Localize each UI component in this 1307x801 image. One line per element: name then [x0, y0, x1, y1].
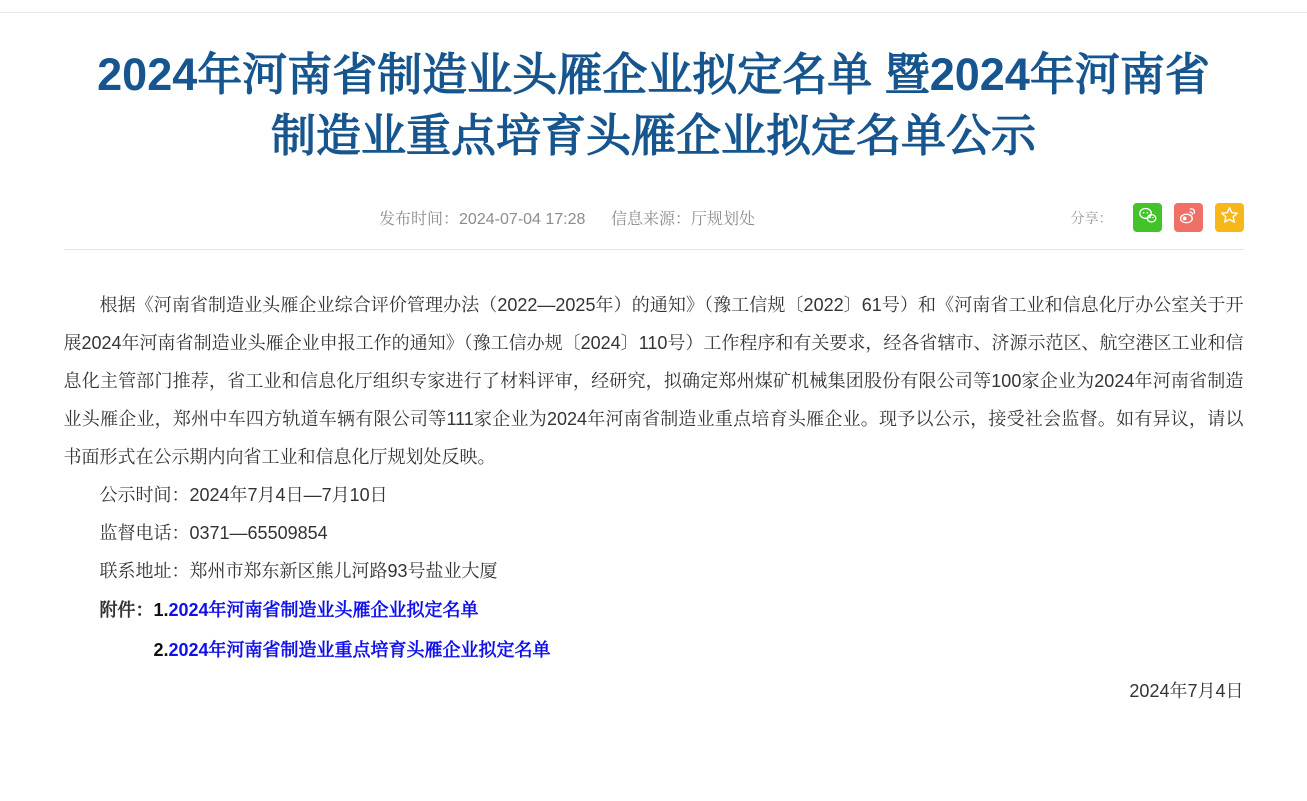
wechat-icon — [1137, 205, 1158, 231]
article-page — [64, 45, 1244, 790]
announcement-paragraph: 根据《河南省制造业头雁企业综合评价管理办法（2022—2025年）的通知》（豫工信规〔2022〕61号）和《河南省工业和信息化厅办公室关于开展2024年河南省制造业头雁企业申报工作的通知》（豫工信办规〔2024〕110号）工作程序和有关要求，经各省辖市、济源示范区、航空港区工业和信息化主管部门推荐，省工业和信息化厅组织专家进行了材料评审，经研究，拟确定郑州煤矿机械集团股份有限公司等100家企业为2024年河南省制造业头雁企业，郑州中车四方轨道车辆有限公司等111家企业为2024年河南省制造业重点培育头雁企业。现予以公示，接受社会监督。如有异议，请以书面形式在公示期内向省工业和信息化厅规划处反映。 — [63, 294, 1244, 467]
supervision-phone-line — [64, 514, 1244, 552]
attachment-link-2[interactable]: 2024年河南省制造业重点培育头雁企业拟定名单 — [168, 639, 551, 660]
attachment-line-2 — [64, 630, 1244, 670]
notice-period-value: 2024年7月4日—7月10日 — [189, 484, 388, 505]
weibo-share-button[interactable] — [1174, 203, 1203, 232]
qzone-share-button[interactable] — [1215, 203, 1244, 232]
notice-period-label: 公示时间： — [99, 484, 190, 505]
page-title: 2024年河南省制造业头雁企业拟定名单 暨2024年河南省制造业重点培育头雁企业拟定名单公示 — [97, 49, 1210, 161]
attachment-2-number: 2. — [153, 639, 169, 660]
share-bar — [1071, 203, 1244, 232]
notice-period-line — [64, 476, 1244, 514]
attachment-link-1[interactable]: 2024年河南省制造业头雁企业拟定名单 — [168, 599, 479, 620]
meta-bar — [64, 203, 1244, 233]
attachments-label: 附件： — [99, 599, 154, 620]
contact-address-label: 联系地址： — [99, 560, 190, 581]
contact-address-line — [64, 552, 1244, 590]
attachment-1-number: 1. — [153, 599, 169, 620]
weibo-icon — [1178, 205, 1199, 231]
wechat-share-button[interactable] — [1133, 203, 1162, 232]
article-body — [64, 250, 1244, 710]
meta-info — [64, 206, 1071, 229]
supervision-phone-value: 0371—65509854 — [189, 522, 328, 543]
publish-time-value: 2024-07-04 17:28 — [459, 211, 586, 228]
top-divider — [0, 0, 1307, 13]
supervision-phone-label: 监督电话： — [99, 522, 190, 543]
publish-date: 2024年7月4日 — [1129, 680, 1244, 701]
source-value: 厅规划处 — [690, 211, 755, 228]
attachment-line-1 — [64, 590, 1244, 630]
source-label: 信息来源： — [610, 211, 691, 228]
share-label: 分享： — [1070, 209, 1113, 226]
qzone-star-icon — [1219, 205, 1240, 231]
contact-address-value: 郑州市郑东新区熊儿河路93号盐业大厦 — [189, 560, 498, 581]
publish-time-label: 发布时间： — [379, 211, 460, 228]
